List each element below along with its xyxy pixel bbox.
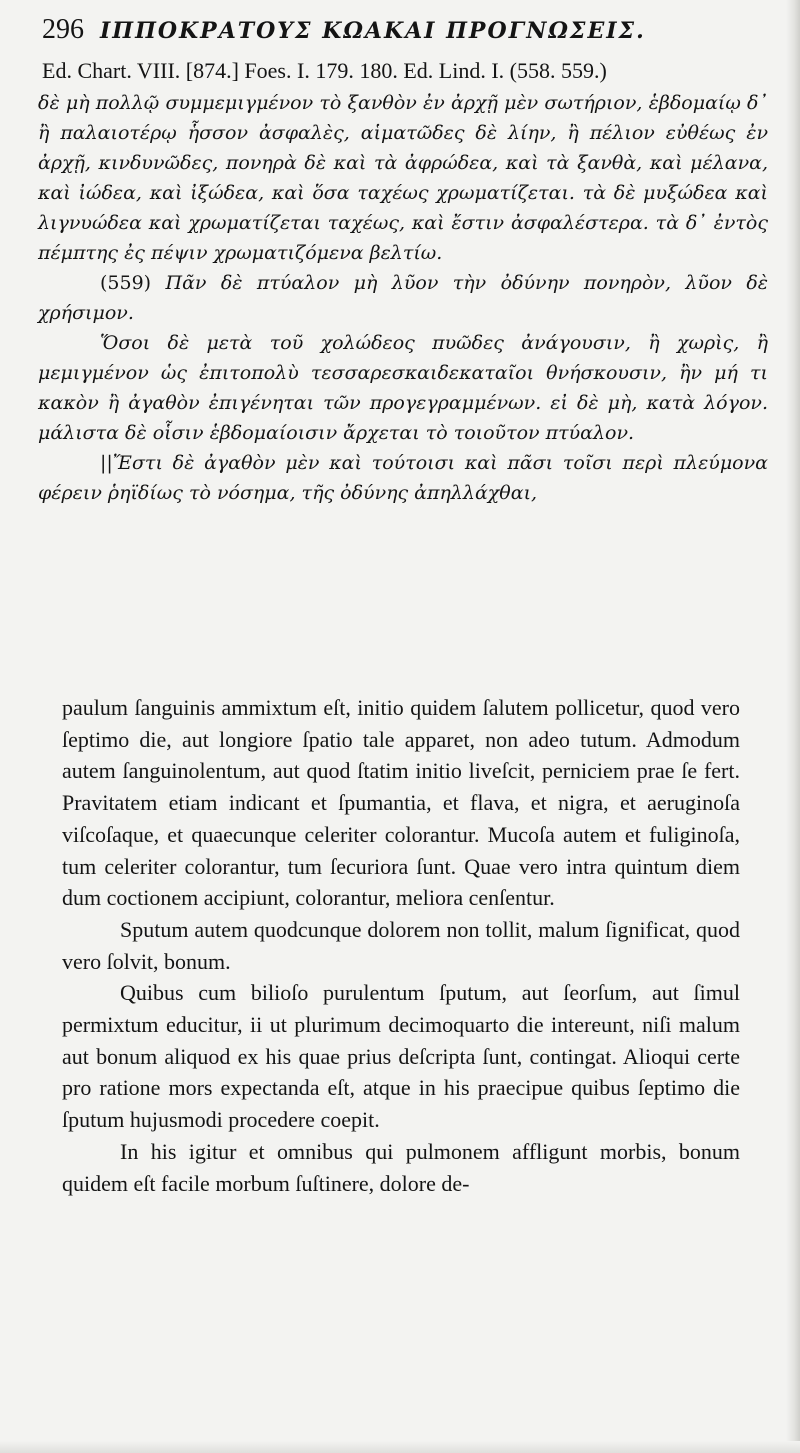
page-header — [42, 14, 762, 54]
greek-paragraph-3: Ὅσοι δὲ μετὰ τοῦ χολώδεος πυῶδες ἀνάγουσιν, ἢ χωρὶς, ἢ μεμιγμένον ὡς ἐπιτοπολὺ τεσσαρεσκαιδεκαταῖοι θνήσκουσιν, ἢν μή τι κακὸν ἢ ἀγαθὸν ἐπιγένηται τῶν προγεγραμμένων. εἰ δὲ μὴ, κατὰ λόγον. μάλιστα δὲ οἷσιν ἑβδομαίοισιν ἄρχεται τὸ τοιοῦτον πτύαλον. — [38, 332, 768, 444]
latin-paragraph-3: Quibus cum bilioſo purulentum ſputum, aut ſeorſum, aut ſimul permixtum educitur, ii ut plurimum decimoquarto die intereunt, niſi malum aut bonum aliquod ex his quae prius deſcripta ſunt, contingat. Alioqui certe pro ratione mors expectanda eſt, atque in his praecipue quibus ſeptimo die ſputum hujusmodi procedere coepit. — [62, 980, 740, 1133]
greek-paragraph-2-text: Πᾶν δὲ πτύαλον μὴ λῦον τὴν ὀδύνην πονηρὸν, λῦον δὲ χρήσιμον. — [38, 272, 769, 324]
greek-paragraph-2 — [38, 268, 768, 328]
latin-paragraph-4: In his igitur et omnibus qui pulmonem affligunt morbis, bonum quidem eſt facile morbum ſuſtinere, dolore de- — [62, 1138, 740, 1196]
section-divider — [0, 660, 800, 661]
page-number: 296 — [42, 14, 84, 45]
greek-text-block — [38, 88, 768, 508]
running-title: ΙΠΠΟΚΡΑΤΟΥΣ ΚΩΑΚΑΙ ΠΡΟΓΝΩΣΕΙΣ. — [100, 18, 646, 44]
greek-paragraph-1: δὲ μὴ πολλῷ συμμεμιγμένον τὸ ξανθὸν ἐν ἀρχῇ μὲν σωτήριον, ἑβδομαίῳ δ᾽ ἢ παλαιοτέρῳ ἧσσον ἀσφαλὲς, αἱματῶδες δὲ λίην, ἢ πέλιον εὐθέως ἐν ἀρχῇ, κινδυνῶδες, πονηρὰ δὲ καὶ τὰ ἀφρώδεα, καὶ τὰ ξανθὰ, καὶ μέλανα, καὶ ἰώδεα, καὶ ἰξώδεα, καὶ ὅσα ταχέως χρωματίζεται. τὰ δὲ μυξώδεα καὶ λιγνυώδεα καὶ χρωματίζεται ταχέως, καὶ ἔστιν ἀσφαλέστερα. τὰ δ᾽ ἐντὸς πέμπτης ἐς πέψιν χρωματιζόμενα βελτίω. — [38, 92, 768, 264]
page-edge-shadow — [786, 0, 800, 1453]
greek-paragraph-4: ||Ἔστι δὲ ἀγαθὸν μὲν καὶ τούτοισι καὶ πᾶσι τοῖσι περὶ πλεύμονα φέρειν ῥηϊδίως τὸ νόσημα, τῆς ὀδύνης ἀπηλλάχθαι, — [38, 452, 768, 504]
section-reference: (559) — [100, 272, 152, 294]
page-bottom-shadow — [0, 1441, 800, 1453]
latin-paragraph-1: paulum ſanguinis ammixtum eſt, initio quidem ſalutem pollicetur, quod vero ſeptimo die, aut longiore ſpatio tale apparet, non adeo tutum. Admodum autem ſanguinolentum, aut quod ſtatim initio liveſcit, perniciem prae ſe fert. Pravitatem etiam indicant et ſpumantia, et flava, et nigra, et aeruginoſa viſcoſaque, et quaecunque celeriter colorantur. Mucoſa autem et fuliginoſa, tum celeriter colorantur, tum ſecuriora ſunt. Quae vero intra quintum diem dum coctionem accipiunt, colorantur, meliora cenſentur. — [62, 695, 740, 911]
edition-references: Ed. Chart. VIII. [874.] Foes. I. 179. 180. Ed. Lind. I. (558. 559.) — [42, 58, 607, 83]
latin-text-block — [62, 692, 740, 1199]
latin-paragraph-2: Sputum autem quodcunque dolorem non tollit, malum ſignificat, quod vero ſolvit, bonum. — [62, 916, 740, 974]
